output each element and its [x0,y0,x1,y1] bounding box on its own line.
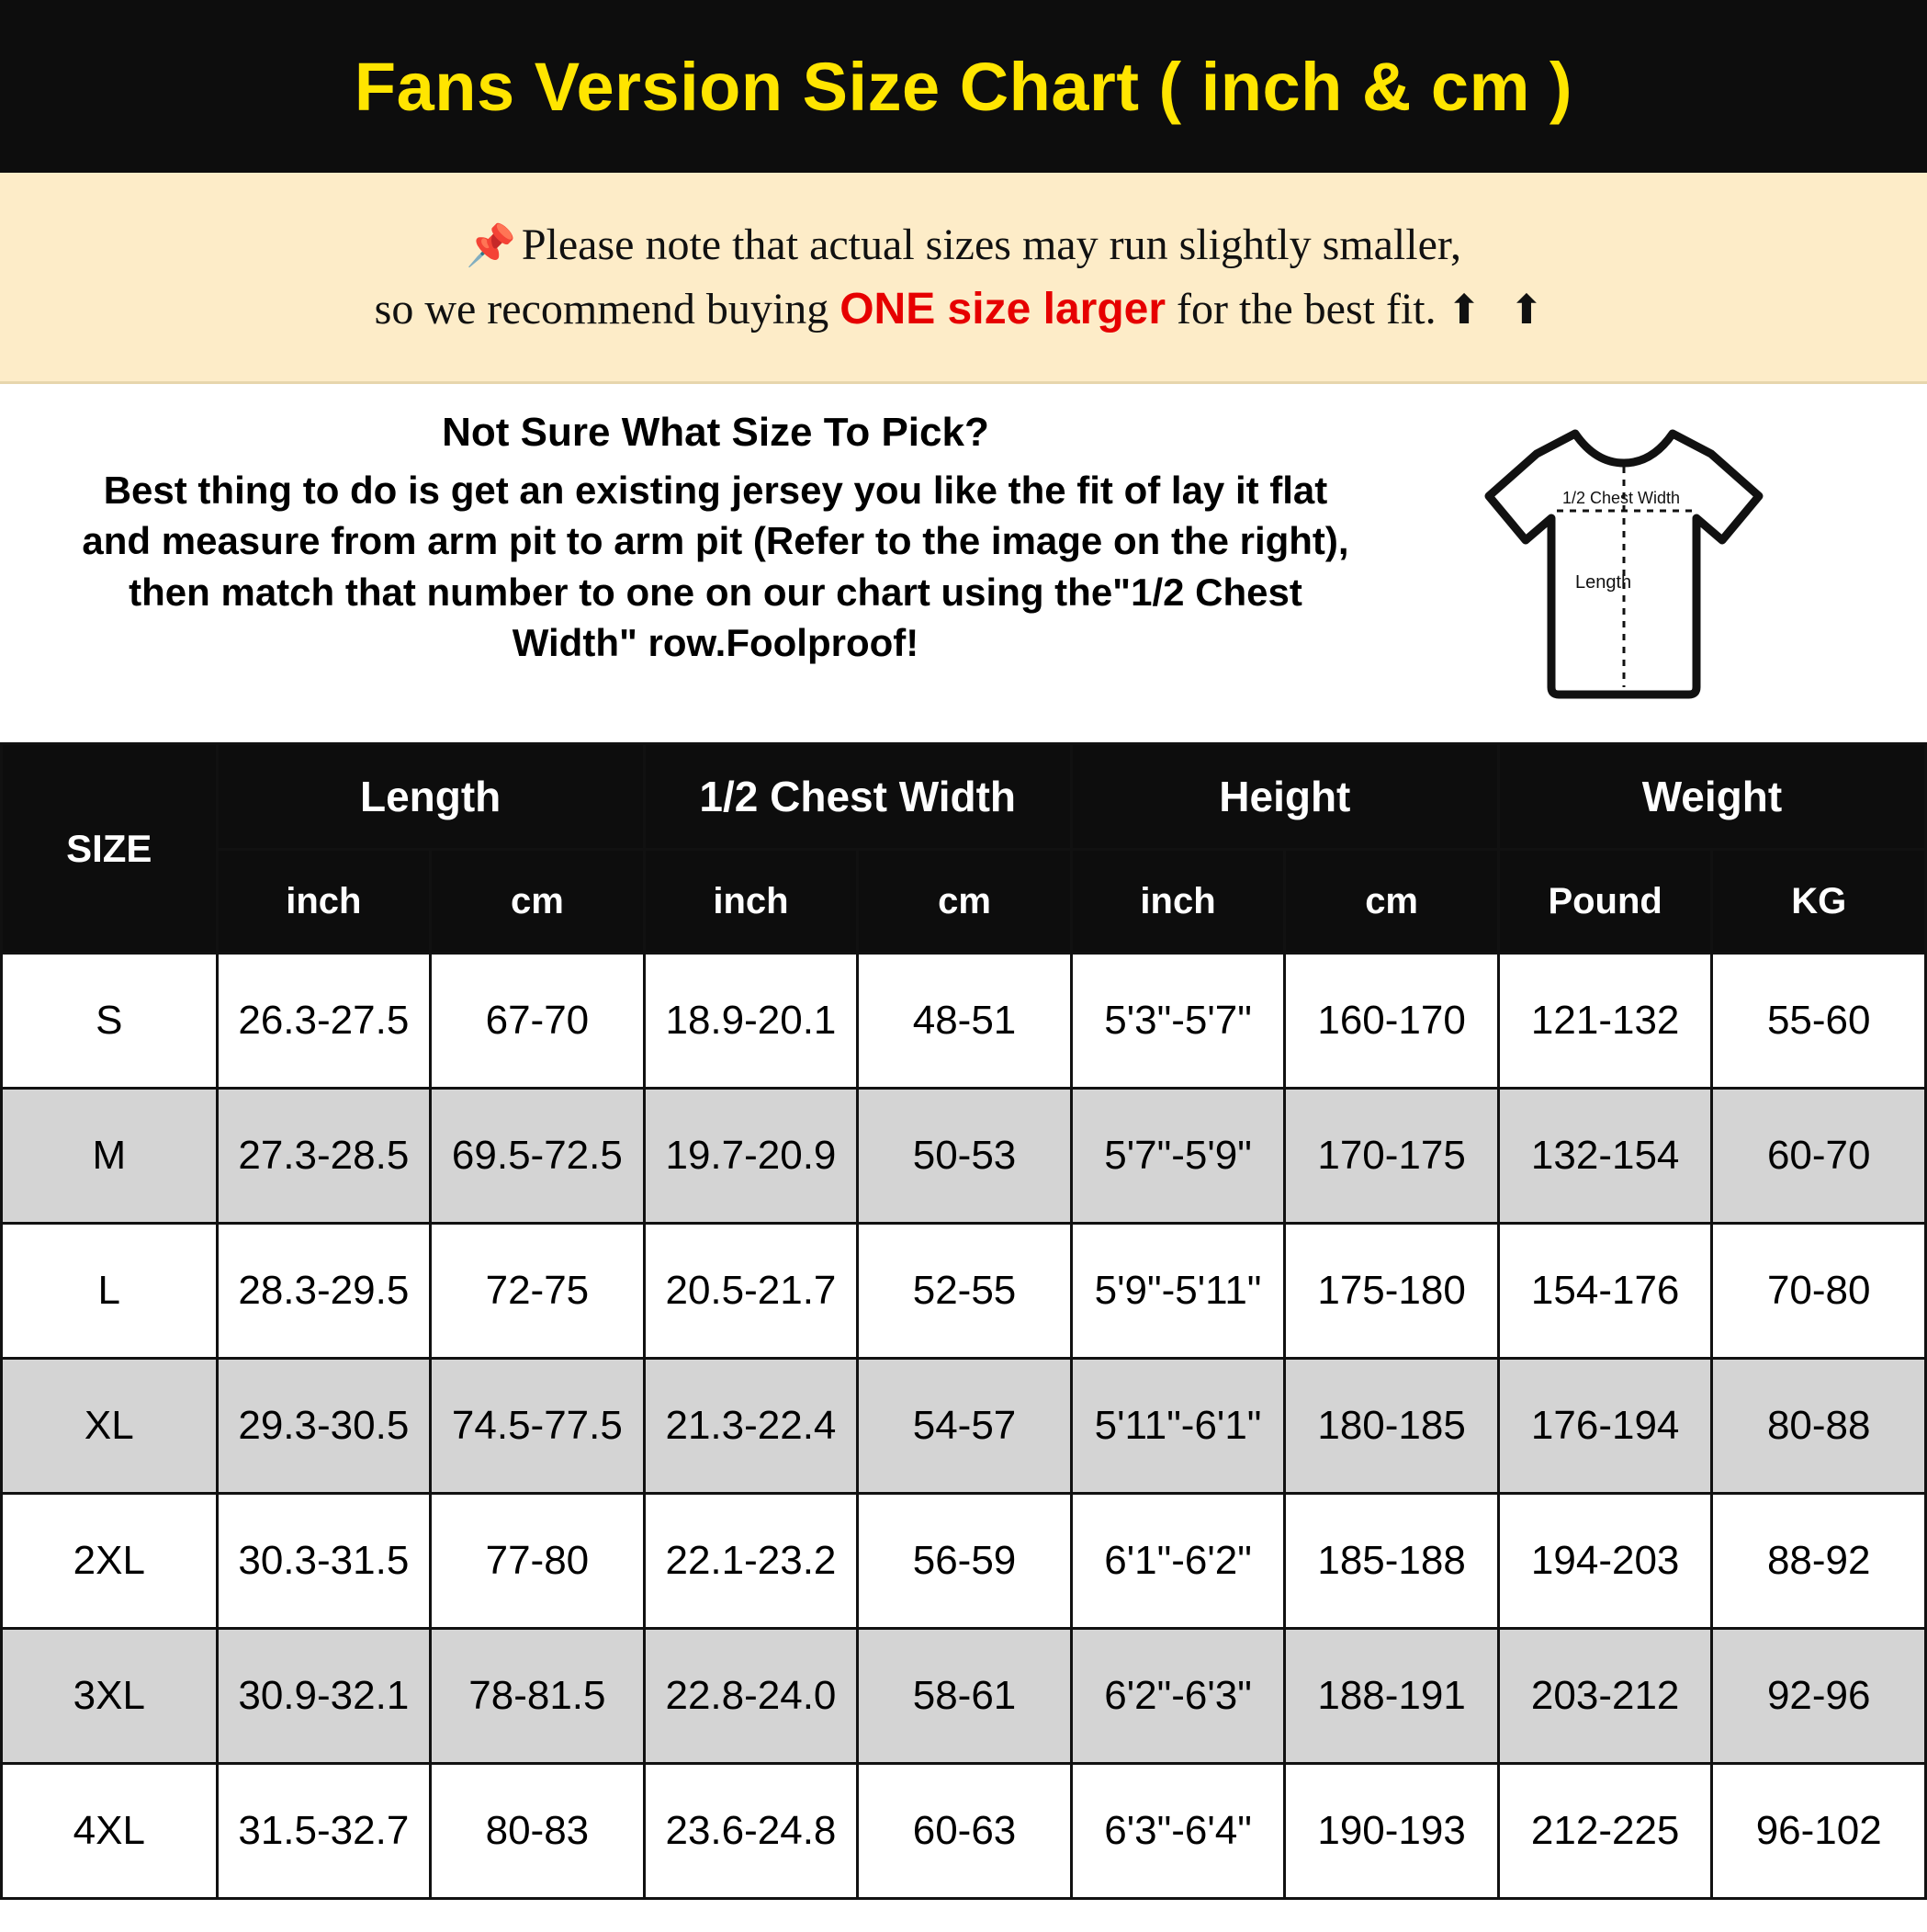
cell-chest-cm: 52-55 [858,1224,1072,1359]
cell-length-cm: 74.5-77.5 [431,1359,645,1494]
note-text-1: Please note that actual sizes may run slightly smaller, [521,220,1461,269]
page-title: Fans Version Size Chart ( inch & cm ) [354,48,1573,125]
header-group-length: Length [217,744,644,850]
table-row [2,1359,1926,1494]
cell-length-cm: 77-80 [431,1494,645,1629]
cell-height-inch: 5'3"-5'7" [1071,954,1285,1089]
cell-size: L [2,1224,218,1359]
cell-weight-kg: 92-96 [1712,1629,1926,1764]
cell-height-cm: 180-185 [1285,1359,1499,1494]
cell-height-inch: 6'1"-6'2" [1071,1494,1285,1629]
size-chart-table [0,742,1927,1900]
cell-chest-inch: 20.5-21.7 [644,1224,858,1359]
cell-weight-pound: 194-203 [1498,1494,1712,1629]
note-text-2b: for the best fit. [1166,284,1437,333]
cell-chest-inch: 23.6-24.8 [644,1764,858,1899]
cell-size: M [2,1089,218,1224]
cell-chest-inch: 22.8-24.0 [644,1629,858,1764]
header-group-weight: Weight [1498,744,1925,850]
cell-chest-cm: 50-53 [858,1089,1072,1224]
note-text-2a: so we recommend buying [374,284,840,333]
cell-weight-pound: 176-194 [1498,1359,1712,1494]
note-line-1 [466,213,1461,277]
cell-length-inch: 30.9-32.1 [217,1629,431,1764]
table-row [2,1629,1926,1764]
pushpin-icon: 📌 [466,222,516,268]
tshirt-diagram [1431,401,1817,715]
tee-length-label: Length [1575,572,1632,593]
cell-weight-pound: 132-154 [1498,1089,1712,1224]
cell-weight-kg: 60-70 [1712,1089,1926,1224]
cell-size: 4XL [2,1764,218,1899]
size-note-banner [0,173,1927,384]
table-row [2,1089,1926,1224]
cell-length-inch: 26.3-27.5 [217,954,431,1089]
table-body [2,954,1926,1899]
table-head [2,744,1926,954]
help-body-line-4: Width" row.Foolproof! [512,621,919,665]
table-group-header-row [2,744,1926,850]
cell-height-cm: 190-193 [1285,1764,1499,1899]
table-row [2,954,1926,1089]
up-arrows-icon: ⬆ ⬆ [1447,287,1553,333]
cell-height-cm: 175-180 [1285,1224,1499,1359]
cell-height-cm: 185-188 [1285,1494,1499,1629]
table-row [2,1494,1926,1629]
table-row [2,1224,1926,1359]
cell-height-cm: 170-175 [1285,1089,1499,1224]
help-body-line-2: and measure from arm pit to arm pit (Refer to the image on the right), [82,519,1349,563]
header-chest-cm: cm [858,850,1072,954]
cell-weight-kg: 55-60 [1712,954,1926,1089]
header-group-height: Height [1071,744,1498,850]
cell-chest-inch: 22.1-23.2 [644,1494,858,1629]
cell-size: 2XL [2,1494,218,1629]
cell-length-cm: 67-70 [431,954,645,1089]
sizing-help-text [0,401,1431,669]
cell-chest-cm: 60-63 [858,1764,1072,1899]
cell-chest-cm: 58-61 [858,1629,1072,1764]
cell-weight-pound: 121-132 [1498,954,1712,1089]
cell-weight-kg: 96-102 [1712,1764,1926,1899]
cell-height-inch: 6'2"-6'3" [1071,1629,1285,1764]
cell-size: S [2,954,218,1089]
cell-length-cm: 69.5-72.5 [431,1089,645,1224]
cell-chest-inch: 19.7-20.9 [644,1089,858,1224]
cell-length-inch: 27.3-28.5 [217,1089,431,1224]
cell-length-inch: 29.3-30.5 [217,1359,431,1494]
header-length-cm: cm [431,850,645,954]
tee-chest-label: 1/2 Chest Width [1562,489,1681,507]
cell-size: XL [2,1359,218,1494]
help-heading: Not Sure What Size To Pick? [442,410,989,455]
cell-chest-cm: 56-59 [858,1494,1072,1629]
header-size: SIZE [2,744,218,954]
cell-size: 3XL [2,1629,218,1764]
header-height-inch: inch [1071,850,1285,954]
cell-height-inch: 6'3"-6'4" [1071,1764,1285,1899]
cell-height-inch: 5'9"-5'11" [1071,1224,1285,1359]
cell-height-cm: 160-170 [1285,954,1499,1089]
note-line-2 [375,277,1553,342]
header-group-chest-width: 1/2 Chest Width [644,744,1071,850]
cell-chest-inch: 18.9-20.1 [644,954,858,1089]
cell-length-cm: 80-83 [431,1764,645,1899]
cell-length-inch: 28.3-29.5 [217,1224,431,1359]
table-row [2,1764,1926,1899]
cell-weight-pound: 212-225 [1498,1764,1712,1899]
cell-chest-cm: 54-57 [858,1359,1072,1494]
cell-length-cm: 78-81.5 [431,1629,645,1764]
cell-height-cm: 188-191 [1285,1629,1499,1764]
cell-length-inch: 30.3-31.5 [217,1494,431,1629]
cell-length-cm: 72-75 [431,1224,645,1359]
header-length-inch: inch [217,850,431,954]
cell-height-inch: 5'11"-6'1" [1071,1359,1285,1494]
header-weight-pound: Pound [1498,850,1712,954]
chart-title-bar [0,0,1927,173]
cell-weight-pound: 203-212 [1498,1629,1712,1764]
cell-height-inch: 5'7"-5'9" [1071,1089,1285,1224]
note-emphasis: ONE size larger [840,284,1166,333]
header-height-cm: cm [1285,850,1499,954]
sizing-help-section [0,384,1927,742]
help-body-line-3: then match that number to one on our chart using the"1/2 Chest [129,570,1302,614]
cell-weight-kg: 80-88 [1712,1359,1926,1494]
help-body-line-1: Best thing to do is get an existing jersey you like the fit of lay it flat [103,469,1328,512]
table-unit-header-row [2,850,1926,954]
cell-weight-kg: 70-80 [1712,1224,1926,1359]
cell-weight-pound: 154-176 [1498,1224,1712,1359]
cell-length-inch: 31.5-32.7 [217,1764,431,1899]
header-chest-inch: inch [644,850,858,954]
cell-weight-kg: 88-92 [1712,1494,1926,1629]
tshirt-icon [1472,412,1775,715]
cell-chest-inch: 21.3-22.4 [644,1359,858,1494]
cell-chest-cm: 48-51 [858,954,1072,1089]
header-weight-kg: KG [1712,850,1926,954]
